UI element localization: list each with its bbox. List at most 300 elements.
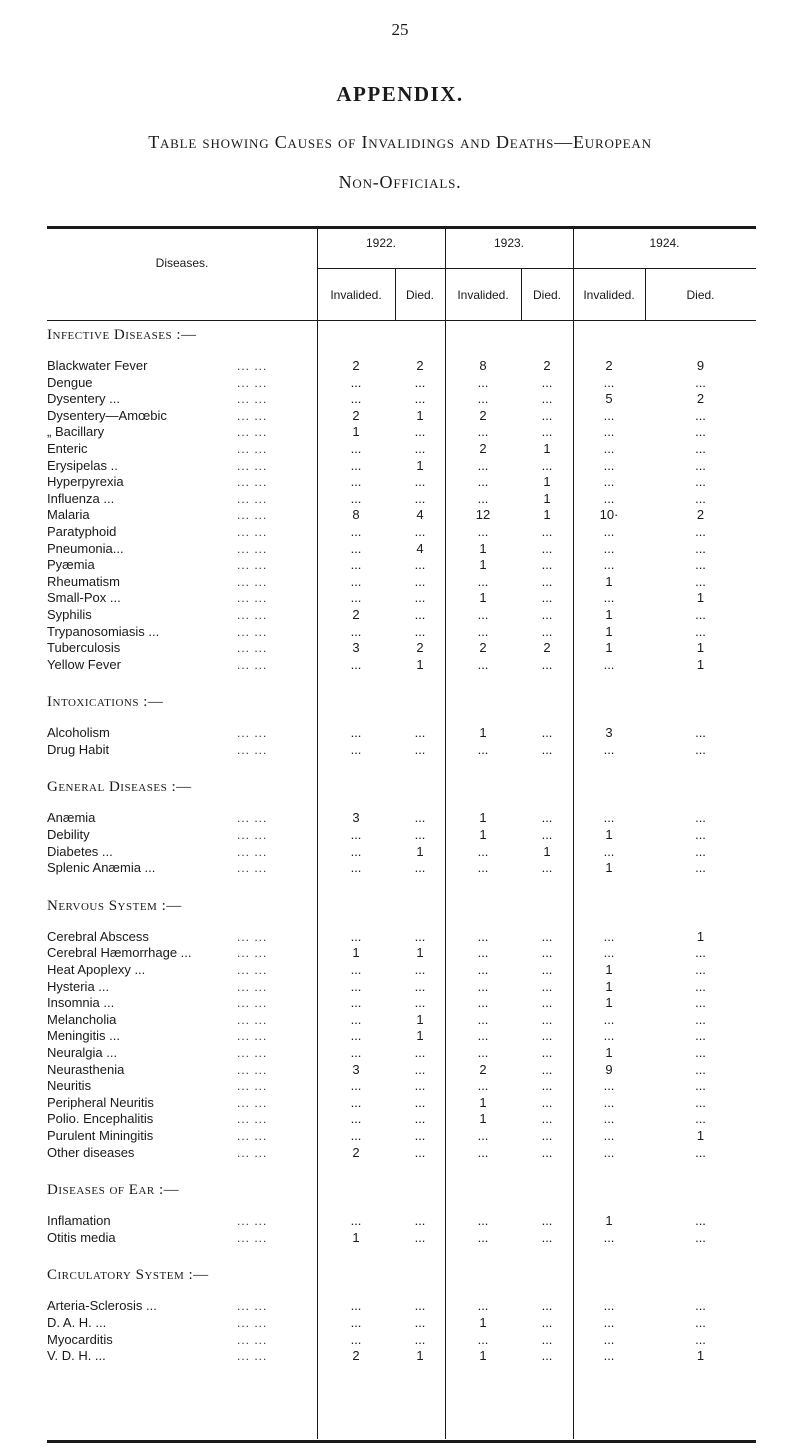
value-cell: ... <box>695 810 706 826</box>
value-cell: ... <box>477 606 489 622</box>
value-cell: 1 <box>479 557 487 573</box>
value-cell: ... <box>541 590 553 606</box>
section-heading: Circulatory System :— <box>47 1267 209 1284</box>
value-cell: ... <box>603 474 615 490</box>
value-cell: 1 <box>479 725 487 741</box>
table-row <box>47 827 775 844</box>
disease-name: Anæmia <box>47 810 96 826</box>
value-cell: ... <box>477 523 489 539</box>
value-cell: ... <box>541 1078 553 1094</box>
table-row <box>47 945 775 962</box>
table-row <box>47 1230 775 1247</box>
table-row <box>47 1095 775 1112</box>
leader-dots: ... ... <box>237 558 268 573</box>
value-cell: ... <box>695 1045 706 1060</box>
value-cell: ... <box>414 928 426 944</box>
leader-dots: ... ... <box>237 929 268 944</box>
table-caption <box>40 122 760 202</box>
value-cell: ... <box>541 1127 553 1143</box>
disease-name: Peripheral Neuritis <box>47 1094 154 1110</box>
subheader-1922-invalided: Invalided. <box>330 288 382 302</box>
leader-dots: ... ... <box>237 1079 268 1094</box>
value-cell: ... <box>477 374 489 390</box>
leader-dots: ... ... <box>237 1230 268 1245</box>
value-cell: ... <box>695 1028 706 1044</box>
value-cell: 9 <box>605 1061 613 1077</box>
leader-dots: ... ... <box>237 1145 268 1160</box>
year-header-1924: 1924. <box>649 236 680 250</box>
leader-dots: ... ... <box>237 828 268 843</box>
value-cell: ... <box>350 1331 362 1347</box>
value-cell: ... <box>477 424 489 440</box>
value-cell: ... <box>695 440 706 456</box>
value-cell: 2 <box>479 440 487 456</box>
section-heading: Nervous System :— <box>47 897 182 914</box>
value-cell: ... <box>350 623 362 639</box>
leader-dots: ... ... <box>237 607 268 622</box>
value-cell: ... <box>477 860 489 876</box>
value-cell: ... <box>414 860 426 876</box>
value-cell: 1 <box>479 1314 487 1330</box>
disease-name: Influenza ... <box>47 490 115 506</box>
value-cell: 12 <box>475 507 491 523</box>
value-cell: 1 <box>605 827 613 843</box>
table-row <box>47 725 775 742</box>
value-cell: ... <box>603 557 615 573</box>
value-cell: ... <box>695 827 706 843</box>
disease-name: D. A. H. ... <box>47 1314 107 1330</box>
value-cell: ... <box>477 474 489 490</box>
value-cell: ... <box>477 962 489 978</box>
value-cell: ... <box>541 407 553 423</box>
value-cell: ... <box>695 374 706 390</box>
table-row <box>47 1332 775 1349</box>
disease-name: Drug Habit <box>47 741 110 757</box>
value-cell: ... <box>350 843 362 859</box>
section-heading: Diseases of Ear :— <box>47 1182 180 1199</box>
value-cell: ... <box>695 623 706 639</box>
value-cell: 2 <box>479 640 487 656</box>
table-row <box>47 742 775 759</box>
disease-name: Tuberculosis <box>47 640 121 656</box>
value-cell: ... <box>477 741 489 757</box>
year-header-1923: 1923. <box>493 236 525 250</box>
table-row <box>47 844 775 861</box>
disease-name: Inflamation <box>47 1213 111 1229</box>
value-cell: ... <box>477 945 489 961</box>
value-cell: ... <box>541 523 553 539</box>
value-cell: ... <box>350 440 362 456</box>
value-cell: ... <box>695 843 706 859</box>
value-cell: ... <box>695 1331 706 1347</box>
table-row <box>47 860 775 877</box>
leader-dots: ... ... <box>237 742 268 757</box>
value-cell: 5 <box>605 391 613 407</box>
value-cell: ... <box>695 606 706 622</box>
value-cell: ... <box>414 1061 426 1077</box>
value-cell: ... <box>541 424 553 440</box>
diseases-column-header: Diseases. <box>155 256 209 270</box>
table-row <box>47 375 775 392</box>
value-cell: ... <box>541 725 553 741</box>
value-cell: ... <box>414 1314 426 1330</box>
value-cell: 2 <box>352 407 360 423</box>
value-cell: ... <box>541 1028 553 1044</box>
value-cell: ... <box>541 1144 553 1160</box>
value-cell: ... <box>541 1348 553 1364</box>
value-cell: ... <box>350 978 362 994</box>
table-row <box>47 1045 775 1062</box>
table-row <box>47 458 775 475</box>
value-cell: ... <box>603 1229 615 1245</box>
value-cell: ... <box>603 1314 615 1330</box>
value-cell: ... <box>541 741 553 757</box>
value-cell: 3 <box>352 640 360 656</box>
leader-dots: ... ... <box>237 946 268 961</box>
page-number: 25 <box>391 20 409 39</box>
leader-dots: ... ... <box>237 996 268 1011</box>
leader-dots: ... ... <box>237 541 268 556</box>
disease-name: Rheumatism <box>47 573 120 589</box>
leader-dots: ... ... <box>237 1128 268 1143</box>
disease-name: Dengue <box>47 374 93 390</box>
disease-name: Small-Pox ... <box>47 590 121 606</box>
value-cell: ... <box>541 457 553 473</box>
leader-dots: ... ... <box>237 979 268 994</box>
value-cell: ... <box>695 1213 706 1229</box>
value-cell: ... <box>350 573 362 589</box>
section-heading: General Diseases :— <box>47 779 192 796</box>
value-cell: ... <box>414 374 426 390</box>
value-cell: ... <box>695 978 706 994</box>
leader-dots: ... ... <box>237 1332 268 1347</box>
subheader-1923-died: Died. <box>532 288 561 302</box>
value-cell: ... <box>477 1298 489 1314</box>
disease-name: Dysentery—Amœbic <box>47 407 167 423</box>
leader-dots: ... ... <box>237 359 268 373</box>
leader-dots: ... ... <box>237 726 268 741</box>
value-cell: ... <box>603 1127 615 1143</box>
leader-dots: ... ... <box>237 844 268 859</box>
value-cell: ... <box>477 1078 489 1094</box>
value-cell: ... <box>414 590 426 606</box>
leader-dots: ... ... <box>237 475 268 490</box>
value-cell: ... <box>414 606 426 622</box>
value-cell: ... <box>414 490 426 506</box>
disease-name: Blackwater Fever <box>47 358 148 373</box>
year-header-1922: 1922. <box>365 236 397 250</box>
value-cell: ... <box>541 573 553 589</box>
value-cell: ... <box>414 827 426 843</box>
value-cell: 2 <box>416 640 424 656</box>
value-cell: 1 <box>543 507 551 523</box>
table-row <box>47 408 775 425</box>
table-row <box>47 929 775 946</box>
value-cell: ... <box>541 391 553 407</box>
disease-name: Hysteria ... <box>47 978 110 994</box>
leader-dots: ... ... <box>237 963 268 978</box>
value-cell: 2 <box>479 1061 487 1077</box>
value-cell: ... <box>541 606 553 622</box>
disease-name: Other diseases <box>47 1144 135 1160</box>
value-cell: ... <box>603 457 615 473</box>
leader-dots: ... ... <box>237 508 268 523</box>
value-cell: ... <box>541 1298 553 1314</box>
value-cell: 3 <box>352 1061 360 1077</box>
value-cell: ... <box>695 1094 706 1110</box>
value-cell: ... <box>695 407 706 423</box>
table-row <box>47 1111 775 1128</box>
value-cell: ... <box>603 741 615 757</box>
disease-name: Melancholia <box>47 1011 117 1027</box>
value-cell: ... <box>695 962 706 978</box>
value-cell: 1 <box>416 1011 424 1027</box>
value-cell: ... <box>350 1213 362 1229</box>
disease-name: Yellow Fever <box>47 656 121 672</box>
value-cell: 1 <box>605 860 613 876</box>
value-cell: 2 <box>543 358 551 373</box>
value-cell: ... <box>541 810 553 826</box>
leader-dots: ... ... <box>237 1046 268 1060</box>
table-row <box>47 541 775 558</box>
disease-name: Polio. Encephalitis <box>47 1111 154 1127</box>
value-cell: ... <box>414 1078 426 1094</box>
value-cell: ... <box>350 1127 362 1143</box>
value-cell: ... <box>541 540 553 556</box>
value-cell: ... <box>541 1045 553 1060</box>
value-cell: ... <box>603 1298 615 1314</box>
value-cell: ... <box>350 557 362 573</box>
value-cell: ... <box>414 962 426 978</box>
disease-name: Splenic Anæmia ... <box>47 860 156 876</box>
value-cell: ... <box>603 540 615 556</box>
value-cell: ... <box>541 1011 553 1027</box>
value-cell: ... <box>603 1028 615 1044</box>
disease-name: Enteric <box>47 440 88 456</box>
value-cell: ... <box>603 590 615 606</box>
value-cell: 1 <box>416 457 424 473</box>
leader-dots: ... ... <box>237 458 268 473</box>
value-cell: ... <box>603 407 615 423</box>
subheader-1923-invalided: Invalided. <box>457 288 509 302</box>
value-cell: ... <box>477 995 489 1011</box>
value-cell: ... <box>414 725 426 741</box>
disease-name: Debility <box>47 827 90 843</box>
value-cell: ... <box>477 1045 489 1060</box>
value-cell: 2 <box>605 358 613 373</box>
table-row <box>47 1315 775 1332</box>
value-cell: ... <box>695 1314 706 1330</box>
value-cell: ... <box>414 391 426 407</box>
leader-dots: ... ... <box>237 1095 268 1110</box>
value-cell: 1 <box>605 606 613 622</box>
table-row <box>47 1348 775 1365</box>
value-cell: 1 <box>696 640 705 656</box>
value-cell: ... <box>603 945 615 961</box>
value-cell: ... <box>603 1094 615 1110</box>
table-row <box>47 995 775 1012</box>
value-cell: 2 <box>416 358 424 373</box>
value-cell: 1 <box>696 928 705 944</box>
table-row <box>47 1213 775 1230</box>
disease-name: Dysentery ... <box>47 391 120 407</box>
table-body <box>47 320 775 1365</box>
disease-name: Pneumonia... <box>47 540 124 556</box>
value-cell: ... <box>414 978 426 994</box>
value-cell: ... <box>603 928 615 944</box>
value-cell: ... <box>350 1094 362 1110</box>
value-cell: ... <box>541 962 553 978</box>
section-heading: Infective Diseases :— <box>47 327 197 343</box>
value-cell: ... <box>414 1229 426 1245</box>
value-cell: 8 <box>352 507 360 523</box>
table-row <box>47 1145 775 1162</box>
leader-dots: ... ... <box>237 1062 268 1077</box>
value-cell: 1 <box>479 1348 487 1364</box>
value-cell: ... <box>541 1061 553 1077</box>
value-cell: 10· <box>599 507 619 523</box>
value-cell: ... <box>414 1111 426 1127</box>
leader-dots: ... ... <box>237 375 268 390</box>
leader-dots: ... ... <box>237 392 268 407</box>
disease-name: Cerebral Hæmorrhage ... <box>47 945 192 961</box>
value-cell: 1 <box>543 440 551 456</box>
value-cell: ... <box>541 1213 553 1229</box>
value-cell: 1 <box>543 474 551 490</box>
value-cell: ... <box>477 1028 489 1044</box>
value-cell: 1 <box>696 590 705 606</box>
disease-name: Otitis media <box>47 1229 116 1245</box>
value-cell: 1 <box>479 1094 487 1110</box>
value-cell: ... <box>414 1331 426 1347</box>
table-row <box>47 391 775 408</box>
value-cell: ... <box>541 1229 553 1245</box>
value-cell: ... <box>603 1348 615 1364</box>
value-cell: ... <box>350 1028 362 1044</box>
value-cell: ... <box>603 1331 615 1347</box>
value-cell: ... <box>350 457 362 473</box>
value-cell: ... <box>603 1144 615 1160</box>
value-cell: ... <box>414 1045 426 1060</box>
leader-dots: ... ... <box>237 524 268 539</box>
disease-name: Alcoholism <box>47 725 110 741</box>
leader-dots: ... ... <box>237 425 268 440</box>
value-cell: 1 <box>605 623 613 639</box>
value-cell: 3 <box>352 810 360 826</box>
leader-dots: ... ... <box>237 861 268 876</box>
value-cell: ... <box>350 1011 362 1027</box>
value-cell: ... <box>477 490 489 506</box>
value-cell: ... <box>350 374 362 390</box>
disease-name: Neurasthenia <box>47 1061 125 1077</box>
value-cell: ... <box>477 928 489 944</box>
table-row <box>47 624 775 641</box>
disease-name: Paratyphoid <box>47 523 117 539</box>
value-cell: ... <box>477 843 489 859</box>
value-cell: 1 <box>605 573 613 589</box>
table-top-rule <box>47 226 756 229</box>
value-cell: ... <box>603 810 615 826</box>
value-cell: ... <box>414 1298 426 1314</box>
value-cell: 3 <box>605 725 613 741</box>
value-cell: ... <box>603 440 615 456</box>
value-cell: ... <box>350 590 362 606</box>
value-cell: 1 <box>696 1127 705 1143</box>
value-cell: 1 <box>696 656 705 672</box>
value-cell: ... <box>695 1111 706 1127</box>
disease-name: Syphilis <box>47 606 92 622</box>
disease-name: Myocarditis <box>47 1331 113 1347</box>
value-cell: ... <box>414 1144 426 1160</box>
table-row <box>47 1078 775 1095</box>
value-cell: ... <box>477 1213 489 1229</box>
table-row <box>47 1062 775 1079</box>
value-cell: ... <box>695 557 706 573</box>
value-cell: ... <box>541 1094 553 1110</box>
value-cell: 1 <box>416 407 424 423</box>
leader-dots: ... ... <box>237 1315 268 1330</box>
table-caption-line-1: Table showing Causes of Invalidings and Deaths—European <box>148 132 652 152</box>
table-row <box>47 979 775 996</box>
value-cell: 1 <box>416 656 424 672</box>
table-row <box>47 1028 775 1045</box>
value-cell: ... <box>350 474 362 490</box>
value-cell: ... <box>350 391 362 407</box>
disease-name: Pyæmia <box>47 557 95 573</box>
disease-name: Malaria <box>47 507 90 523</box>
disease-name: Cerebral Abscess <box>47 928 149 944</box>
value-cell: ... <box>695 1061 706 1077</box>
value-cell: ... <box>541 557 553 573</box>
value-cell: 1 <box>605 978 613 994</box>
value-cell: 1 <box>605 962 613 978</box>
value-cell: ... <box>695 490 706 506</box>
value-cell: ... <box>695 1011 706 1027</box>
value-cell: ... <box>477 656 489 672</box>
value-cell: ... <box>603 490 615 506</box>
table-row <box>47 810 775 827</box>
table-row <box>47 640 775 657</box>
leader-dots: ... ... <box>237 1349 268 1364</box>
value-cell: ... <box>350 962 362 978</box>
value-cell: 2 <box>352 358 360 373</box>
value-cell: ... <box>603 1078 615 1094</box>
value-cell: 1 <box>605 1213 613 1229</box>
table-row <box>47 590 775 607</box>
value-cell: 2 <box>479 407 487 423</box>
value-cell: ... <box>414 440 426 456</box>
table-row <box>47 657 775 674</box>
value-cell: ... <box>541 978 553 994</box>
subheader-1922-died: Died. <box>405 288 434 302</box>
value-cell: ... <box>350 725 362 741</box>
value-cell: 4 <box>416 507 424 523</box>
leader-dots: ... ... <box>237 641 268 656</box>
value-cell: ... <box>414 573 426 589</box>
value-cell: ... <box>350 1298 362 1314</box>
value-cell: ... <box>603 1111 615 1127</box>
value-cell: ... <box>603 374 615 390</box>
value-cell: ... <box>414 623 426 639</box>
table-row <box>47 424 775 441</box>
value-cell: ... <box>350 928 362 944</box>
value-cell: 2 <box>352 606 360 622</box>
value-cell: ... <box>603 843 615 859</box>
disease-name: Insomnia ... <box>47 995 115 1011</box>
value-cell: ... <box>477 1331 489 1347</box>
disease-name: Hyperpyrexia <box>47 474 124 490</box>
table-row <box>47 358 775 375</box>
